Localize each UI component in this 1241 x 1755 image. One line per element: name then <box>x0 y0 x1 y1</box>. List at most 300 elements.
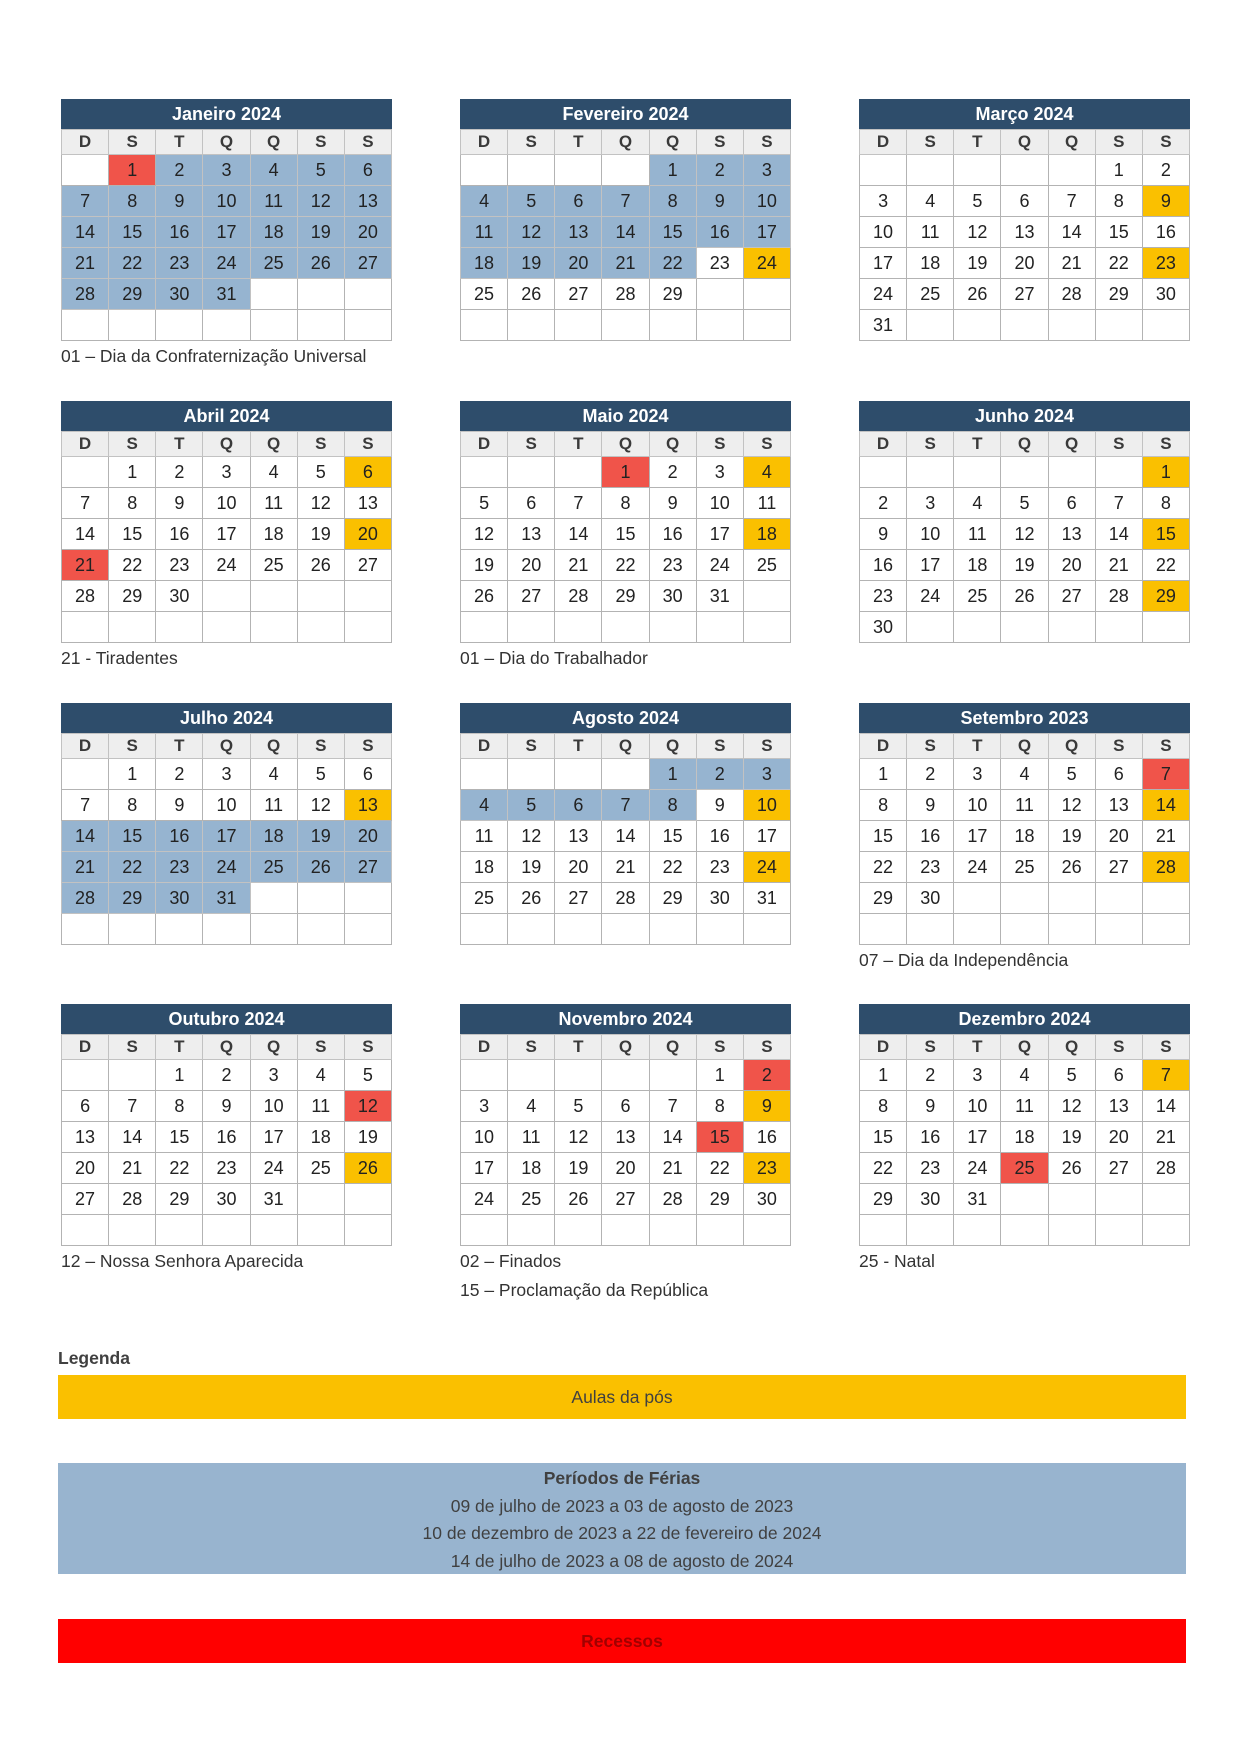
day-cell: 25 <box>1001 852 1048 883</box>
weekday-header: D <box>62 130 109 155</box>
empty-cell <box>1095 1215 1142 1246</box>
empty-cell <box>62 155 109 186</box>
day-cell: 29 <box>109 581 156 612</box>
day-cell: 18 <box>250 821 297 852</box>
day-cell: 14 <box>602 217 649 248</box>
day-cell: 20 <box>344 519 391 550</box>
day-cell: 11 <box>907 217 954 248</box>
day-cell: 25 <box>250 550 297 581</box>
day-cell: 9 <box>696 186 743 217</box>
day-cell: 24 <box>203 852 250 883</box>
day-cell: 11 <box>1001 1091 1048 1122</box>
empty-cell <box>1001 1184 1048 1215</box>
weekday-header: Q <box>649 1035 696 1060</box>
empty-cell <box>1142 1184 1189 1215</box>
empty-cell <box>203 581 250 612</box>
day-cell: 4 <box>1001 1060 1048 1091</box>
day-cell: 19 <box>297 821 344 852</box>
empty-cell <box>1048 1184 1095 1215</box>
day-cell: 27 <box>508 581 555 612</box>
day-cell: 15 <box>860 821 907 852</box>
day-cell: 1 <box>860 1060 907 1091</box>
day-cell: 13 <box>344 186 391 217</box>
weekday-header: S <box>907 734 954 759</box>
empty-cell <box>508 155 555 186</box>
day-cell: 26 <box>297 852 344 883</box>
day-cell: 23 <box>156 248 203 279</box>
weekday-header: S <box>109 734 156 759</box>
day-cell: 14 <box>1095 519 1142 550</box>
weekday-header: D <box>461 1035 508 1060</box>
day-cell: 16 <box>203 1122 250 1153</box>
day-cell: 15 <box>109 217 156 248</box>
weekday-header: Q <box>203 734 250 759</box>
day-cell: 18 <box>250 519 297 550</box>
weekday-header: T <box>954 1035 1001 1060</box>
day-cell: 7 <box>109 1091 156 1122</box>
day-cell: 31 <box>203 883 250 914</box>
empty-cell <box>62 310 109 341</box>
day-cell: 14 <box>109 1122 156 1153</box>
day-cell: 13 <box>344 790 391 821</box>
empty-cell <box>696 279 743 310</box>
day-cell: 16 <box>907 821 954 852</box>
day-cell: 12 <box>508 821 555 852</box>
day-cell: 21 <box>1142 821 1189 852</box>
empty-cell <box>461 914 508 945</box>
day-cell: 11 <box>297 1091 344 1122</box>
day-cell: 22 <box>696 1153 743 1184</box>
day-cell: 13 <box>508 519 555 550</box>
day-cell: 12 <box>954 217 1001 248</box>
empty-cell <box>508 759 555 790</box>
day-cell: 25 <box>1001 1153 1048 1184</box>
month-title: Março 2024 <box>859 99 1190 129</box>
day-cell: 30 <box>156 279 203 310</box>
empty-cell <box>156 612 203 643</box>
day-cell: 22 <box>860 852 907 883</box>
legend-title: Legenda <box>58 1348 130 1368</box>
empty-cell <box>344 1215 391 1246</box>
day-cell: 24 <box>203 550 250 581</box>
weekday-header: S <box>109 130 156 155</box>
day-cell: 10 <box>250 1091 297 1122</box>
month-title: Abril 2024 <box>61 401 392 431</box>
day-cell: 18 <box>743 519 790 550</box>
day-cell: 17 <box>743 821 790 852</box>
day-cell: 12 <box>1001 519 1048 550</box>
day-cell: 29 <box>649 883 696 914</box>
month-title: Dezembro 2024 <box>859 1004 1190 1034</box>
day-cell: 22 <box>109 550 156 581</box>
day-cell: 13 <box>602 1122 649 1153</box>
day-cell: 10 <box>461 1122 508 1153</box>
weekday-header: S <box>297 130 344 155</box>
day-cell: 12 <box>555 1122 602 1153</box>
day-cell: 28 <box>649 1184 696 1215</box>
day-cell: 4 <box>250 457 297 488</box>
day-cell: 6 <box>555 790 602 821</box>
day-cell: 22 <box>649 248 696 279</box>
day-cell: 26 <box>1001 581 1048 612</box>
day-cell: 6 <box>344 155 391 186</box>
weekday-header: S <box>344 432 391 457</box>
empty-cell <box>696 914 743 945</box>
day-cell: 2 <box>649 457 696 488</box>
month-calendar <box>859 99 1190 341</box>
day-cell: 26 <box>1048 1153 1095 1184</box>
day-cell: 3 <box>743 759 790 790</box>
empty-cell <box>1095 457 1142 488</box>
day-cell: 26 <box>508 279 555 310</box>
day-cell: 22 <box>649 852 696 883</box>
empty-cell <box>743 914 790 945</box>
day-cell: 26 <box>1048 852 1095 883</box>
day-cell: 26 <box>954 279 1001 310</box>
empty-cell <box>649 612 696 643</box>
month-table <box>859 733 1190 945</box>
weekday-header: S <box>344 734 391 759</box>
empty-cell <box>555 612 602 643</box>
day-cell: 26 <box>555 1184 602 1215</box>
day-cell: 21 <box>649 1153 696 1184</box>
day-cell: 1 <box>649 759 696 790</box>
weekday-header: Q <box>250 432 297 457</box>
empty-cell <box>508 612 555 643</box>
empty-cell <box>555 914 602 945</box>
weekday-header: D <box>62 432 109 457</box>
day-cell: 19 <box>508 248 555 279</box>
day-cell: 17 <box>203 519 250 550</box>
empty-cell <box>743 581 790 612</box>
day-cell: 4 <box>1001 759 1048 790</box>
month-title: Julho 2024 <box>61 703 392 733</box>
day-cell: 14 <box>1048 217 1095 248</box>
day-cell: 12 <box>1048 1091 1095 1122</box>
empty-cell <box>62 612 109 643</box>
day-cell: 7 <box>602 790 649 821</box>
empty-cell <box>602 612 649 643</box>
empty-cell <box>62 914 109 945</box>
empty-cell <box>297 279 344 310</box>
day-cell: 9 <box>907 1091 954 1122</box>
day-cell: 18 <box>297 1122 344 1153</box>
weekday-header: S <box>743 1035 790 1060</box>
day-cell: 29 <box>860 883 907 914</box>
weekday-header: S <box>1095 1035 1142 1060</box>
day-cell: 12 <box>297 790 344 821</box>
day-cell: 15 <box>109 519 156 550</box>
empty-cell <box>602 914 649 945</box>
weekday-header: T <box>156 1035 203 1060</box>
empty-cell <box>250 883 297 914</box>
day-cell: 6 <box>1095 759 1142 790</box>
day-cell: 2 <box>156 759 203 790</box>
weekday-header: T <box>156 432 203 457</box>
day-cell: 15 <box>649 821 696 852</box>
weekday-header: Q <box>602 1035 649 1060</box>
month-title: Janeiro 2024 <box>61 99 392 129</box>
day-cell: 7 <box>602 186 649 217</box>
day-cell: 1 <box>1095 155 1142 186</box>
empty-cell <box>649 914 696 945</box>
day-cell: 22 <box>1095 248 1142 279</box>
weekday-header: Q <box>250 130 297 155</box>
day-cell: 28 <box>555 581 602 612</box>
empty-cell <box>649 310 696 341</box>
weekday-header: S <box>1095 734 1142 759</box>
empty-cell <box>1142 883 1189 914</box>
day-cell: 24 <box>461 1184 508 1215</box>
day-cell: 16 <box>907 1122 954 1153</box>
month-calendar <box>61 401 392 672</box>
empty-cell <box>297 581 344 612</box>
day-cell: 4 <box>743 457 790 488</box>
empty-cell <box>1048 883 1095 914</box>
empty-cell <box>508 914 555 945</box>
empty-cell <box>250 914 297 945</box>
weekday-header: S <box>696 1035 743 1060</box>
day-cell: 10 <box>203 790 250 821</box>
day-cell: 20 <box>555 852 602 883</box>
empty-cell <box>907 155 954 186</box>
day-cell: 20 <box>344 821 391 852</box>
weekday-header: Q <box>1001 432 1048 457</box>
day-cell: 15 <box>109 821 156 852</box>
empty-cell <box>954 310 1001 341</box>
day-cell: 20 <box>1048 550 1095 581</box>
day-cell: 10 <box>743 186 790 217</box>
day-cell: 4 <box>461 186 508 217</box>
empty-cell <box>344 279 391 310</box>
month-table <box>859 431 1190 643</box>
day-cell: 28 <box>62 279 109 310</box>
day-cell: 6 <box>344 759 391 790</box>
day-cell: 19 <box>508 852 555 883</box>
empty-cell <box>297 1215 344 1246</box>
empty-cell <box>649 1215 696 1246</box>
weekday-header: S <box>109 1035 156 1060</box>
day-cell: 16 <box>1142 217 1189 248</box>
day-cell: 2 <box>907 1060 954 1091</box>
month-title: Setembro 2023 <box>859 703 1190 733</box>
empty-cell <box>649 1060 696 1091</box>
weekday-header: Q <box>602 734 649 759</box>
day-cell: 24 <box>907 581 954 612</box>
empty-cell <box>461 310 508 341</box>
holiday-note: 15 – Proclamação da República <box>460 1280 709 1300</box>
day-cell: 21 <box>62 248 109 279</box>
month-calendar <box>61 1004 392 1275</box>
weekday-header: T <box>954 432 1001 457</box>
day-cell: 27 <box>1048 581 1095 612</box>
empty-cell <box>297 612 344 643</box>
day-cell: 5 <box>297 759 344 790</box>
day-cell: 16 <box>860 550 907 581</box>
empty-cell <box>602 310 649 341</box>
day-cell: 7 <box>1095 488 1142 519</box>
empty-cell <box>62 457 109 488</box>
empty-cell <box>954 612 1001 643</box>
empty-cell <box>62 1215 109 1246</box>
day-cell: 6 <box>62 1091 109 1122</box>
day-cell: 12 <box>344 1091 391 1122</box>
weekday-header: T <box>954 130 1001 155</box>
day-cell: 15 <box>156 1122 203 1153</box>
legend-recessos: Recessos <box>58 1619 1186 1663</box>
day-cell: 13 <box>555 217 602 248</box>
month-table <box>61 431 392 643</box>
day-cell: 31 <box>250 1184 297 1215</box>
day-cell: 24 <box>954 1153 1001 1184</box>
day-cell: 8 <box>602 488 649 519</box>
month-title: Novembro 2024 <box>460 1004 791 1034</box>
day-cell: 22 <box>109 852 156 883</box>
day-cell: 21 <box>555 550 602 581</box>
weekday-header: S <box>696 734 743 759</box>
empty-cell <box>1001 612 1048 643</box>
day-cell: 5 <box>1048 1060 1095 1091</box>
day-cell: 30 <box>696 883 743 914</box>
day-cell: 24 <box>743 248 790 279</box>
empty-cell <box>1095 883 1142 914</box>
day-cell: 20 <box>555 248 602 279</box>
day-cell: 13 <box>1095 790 1142 821</box>
day-cell: 5 <box>297 155 344 186</box>
day-cell: 23 <box>696 852 743 883</box>
day-cell: 1 <box>109 457 156 488</box>
weekday-header: Q <box>203 130 250 155</box>
month-table <box>61 129 392 341</box>
day-cell: 21 <box>62 852 109 883</box>
day-cell: 27 <box>1095 852 1142 883</box>
weekday-header: T <box>555 1035 602 1060</box>
day-cell: 29 <box>649 279 696 310</box>
empty-cell <box>1095 612 1142 643</box>
month-table <box>61 1034 392 1246</box>
empty-cell <box>1001 310 1048 341</box>
weekday-header: T <box>156 130 203 155</box>
day-cell: 3 <box>461 1091 508 1122</box>
day-cell: 10 <box>743 790 790 821</box>
day-cell: 21 <box>602 852 649 883</box>
day-cell: 3 <box>203 457 250 488</box>
day-cell: 9 <box>696 790 743 821</box>
day-cell: 11 <box>954 519 1001 550</box>
day-cell: 30 <box>156 883 203 914</box>
holiday-note: 02 – Finados <box>460 1251 562 1271</box>
month-title: Junho 2024 <box>859 401 1190 431</box>
day-cell: 9 <box>1142 186 1189 217</box>
day-cell: 19 <box>297 519 344 550</box>
day-cell: 13 <box>62 1122 109 1153</box>
empty-cell <box>555 457 602 488</box>
empty-cell <box>203 310 250 341</box>
day-cell: 19 <box>1048 1122 1095 1153</box>
empty-cell <box>860 1215 907 1246</box>
day-cell: 2 <box>1142 155 1189 186</box>
day-cell: 1 <box>156 1060 203 1091</box>
day-cell: 1 <box>860 759 907 790</box>
holiday-note: 01 – Dia do Trabalhador <box>460 648 648 668</box>
empty-cell <box>954 457 1001 488</box>
day-cell: 19 <box>297 217 344 248</box>
day-cell: 7 <box>62 790 109 821</box>
day-cell: 24 <box>860 279 907 310</box>
day-cell: 15 <box>1142 519 1189 550</box>
empty-cell <box>297 914 344 945</box>
month-table <box>460 1034 791 1246</box>
day-cell: 22 <box>602 550 649 581</box>
day-cell: 6 <box>1095 1060 1142 1091</box>
day-cell: 2 <box>156 155 203 186</box>
day-cell: 16 <box>156 821 203 852</box>
weekday-header: S <box>1142 130 1189 155</box>
empty-cell <box>461 1215 508 1246</box>
day-cell: 14 <box>1142 1091 1189 1122</box>
weekday-header: S <box>696 432 743 457</box>
day-cell: 18 <box>461 248 508 279</box>
day-cell: 7 <box>1048 186 1095 217</box>
day-cell: 25 <box>461 279 508 310</box>
weekday-header: S <box>297 1035 344 1060</box>
empty-cell <box>954 1215 1001 1246</box>
day-cell: 11 <box>250 488 297 519</box>
empty-cell <box>461 1060 508 1091</box>
empty-cell <box>461 612 508 643</box>
day-cell: 25 <box>954 581 1001 612</box>
day-cell: 11 <box>461 217 508 248</box>
day-cell: 17 <box>203 821 250 852</box>
day-cell: 5 <box>1001 488 1048 519</box>
day-cell: 19 <box>555 1153 602 1184</box>
day-cell: 18 <box>1001 821 1048 852</box>
weekday-header: S <box>1142 1035 1189 1060</box>
day-cell: 4 <box>297 1060 344 1091</box>
day-cell: 14 <box>62 519 109 550</box>
day-cell: 22 <box>156 1153 203 1184</box>
day-cell: 2 <box>743 1060 790 1091</box>
empty-cell <box>62 759 109 790</box>
legend-aulas: Aulas da pós <box>58 1375 1186 1419</box>
day-cell: 23 <box>743 1153 790 1184</box>
day-cell: 27 <box>344 248 391 279</box>
empty-cell <box>1001 1215 1048 1246</box>
day-cell: 5 <box>954 186 1001 217</box>
weekday-header: Q <box>203 432 250 457</box>
month-table <box>460 733 791 945</box>
day-cell: 9 <box>743 1091 790 1122</box>
empty-cell <box>602 759 649 790</box>
day-cell: 8 <box>1095 186 1142 217</box>
empty-cell <box>344 310 391 341</box>
empty-cell <box>109 310 156 341</box>
weekday-header: S <box>344 130 391 155</box>
day-cell: 1 <box>696 1060 743 1091</box>
day-cell: 20 <box>602 1153 649 1184</box>
day-cell: 18 <box>250 217 297 248</box>
day-cell: 29 <box>109 883 156 914</box>
day-cell: 19 <box>344 1122 391 1153</box>
day-cell: 13 <box>1001 217 1048 248</box>
day-cell: 28 <box>62 581 109 612</box>
day-cell: 16 <box>696 217 743 248</box>
empty-cell <box>1142 1215 1189 1246</box>
day-cell: 18 <box>1001 1122 1048 1153</box>
weekday-header: D <box>860 130 907 155</box>
day-cell: 23 <box>860 581 907 612</box>
day-cell: 20 <box>508 550 555 581</box>
